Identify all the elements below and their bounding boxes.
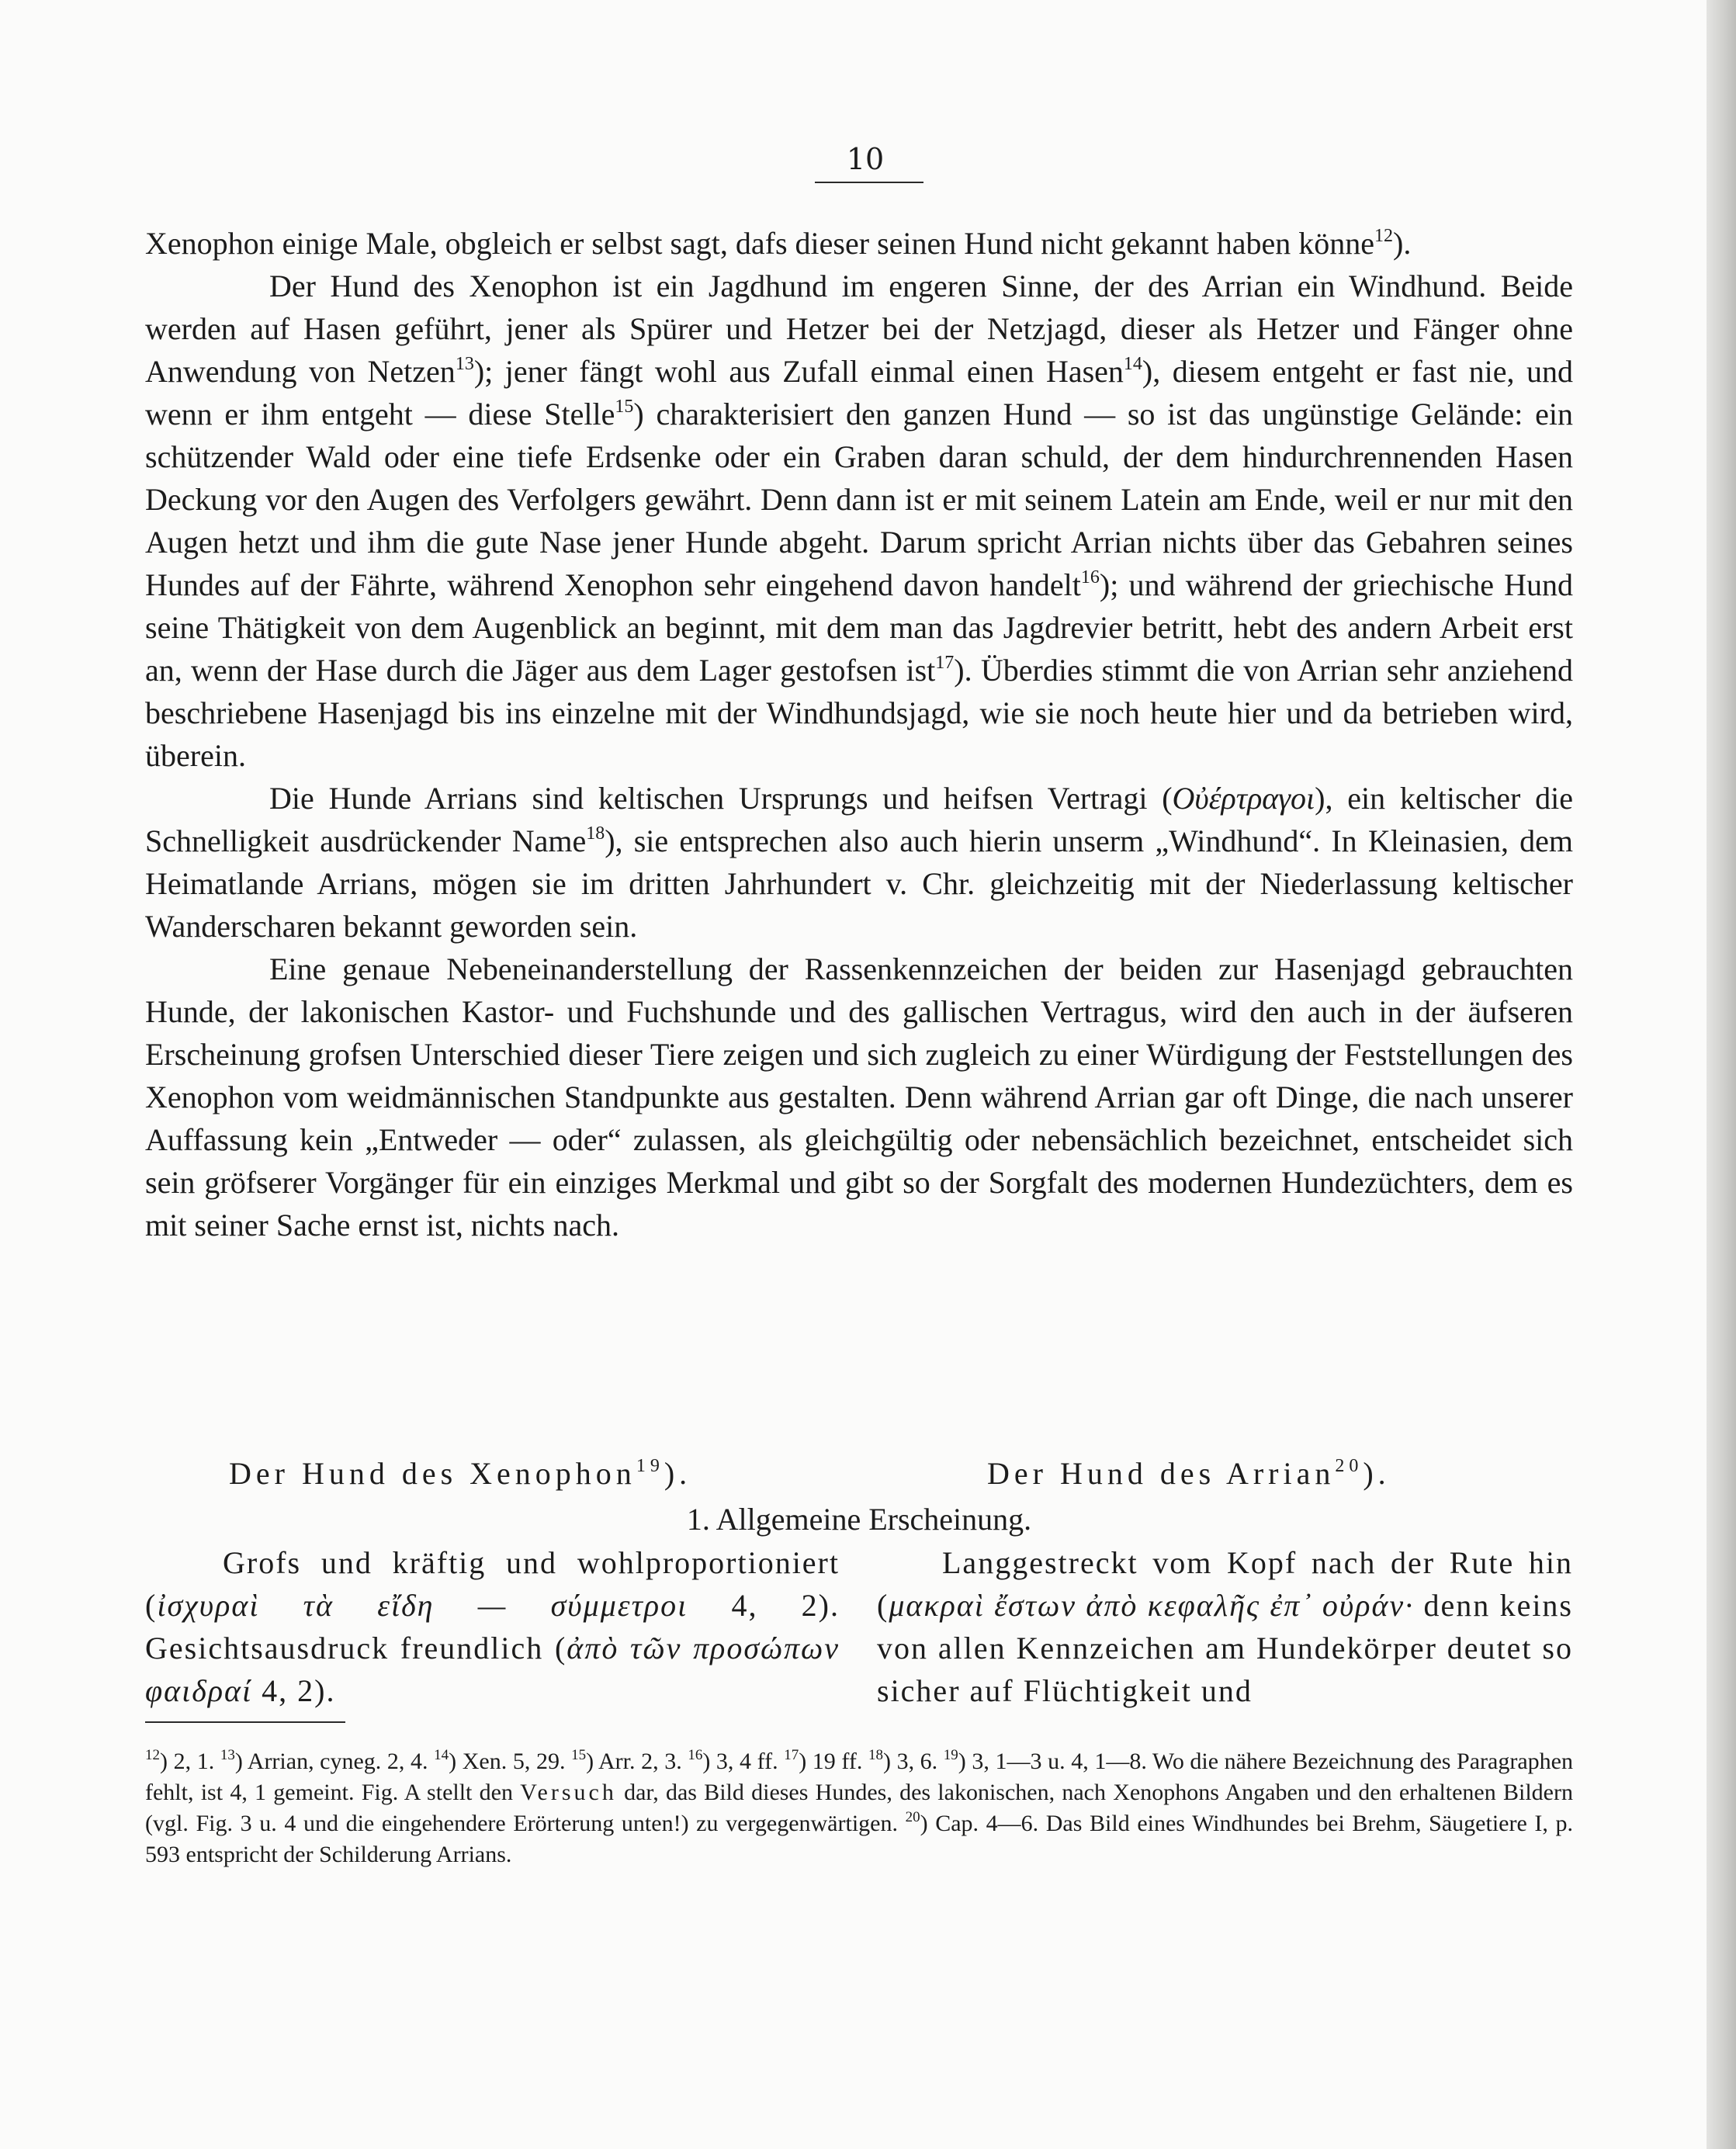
footnote-ref: 18 <box>586 823 605 844</box>
paragraph: Der Hund des Xenophon ist ein Jagdhund im engeren Sinne, der des Arrian ein Windhund. Beide werden auf Hasen geführt, jener als Spürer und Hetzer bei der Netzjagd, dieser als Hetzer und Fänger ohne Anwendung von Netzen$^{13}$); jener fängt wohl aus Zufall einmal einen Hasen$^{14}$), diesem entgeht er fast nie, und wenn er ihm entgeht — diese Stelle$^{15}$) charakterisiert den ganzen Hund — so ist das ungünstige Gelände: ein schützender Wald oder eine tiefe Erdsenke oder ein Graben daran schuld, der dem hindurchrennenden Hasen Deckung vor den Augen des Verfolgers gewährt. Denn dann ist er mit seinem Latein am Ende, weil er nur mit den Augen hetzt und ihm die gute Nase jener Hunde abgeht. Darum spricht Arrian nichts über das Gebahren seines Hundes auf der Fährte, während Xenophon sehr eingehend davon handelt$^{16}$); und während der griechische Hund seine Thätigkeit von dem Augenblick an beginnt, mit dem man das Jagdrevier betritt, hebt des andern Arbeit erst an, wenn der Hase durch die Jäger aus dem Lager gestofsen ist$^{17}$). Überdies stimmt die von Arrian sehr anziehend beschriebene Hasenjagd bis ins einzelne mit der Windhundsjagd, wie sie noch heute hier und da betrieben wird, überein. <box>145 269 1573 773</box>
footnote-ref: 13 <box>220 1747 235 1763</box>
paragraph: Xenophon einige Male, obgleich er selbst sagt, dafs dieser seinen Hund nicht gekannt haben könne$^{12}$). <box>145 226 1412 261</box>
right-heading-text: Der Hund des Arrian <box>987 1456 1336 1491</box>
footnote-ref: 20 <box>1335 1456 1364 1476</box>
footnote-ref: 14 <box>1123 354 1142 374</box>
footnote-ref: 12 <box>1374 226 1394 246</box>
body-text <box>145 222 1573 1246</box>
footnote-ref: 19 <box>943 1747 958 1763</box>
right-column-text: Langgestreckt vom Kopf nach der Rute hin (μακραὶ ἔστων ἀπὸ κεφαλῆς ἐπ᾽ οὐράν· denn keins von allen Kennzeichen am Hundekörper deutet so sicher auf Flüchtigkeit und <box>877 1545 1574 1708</box>
page-number-rule <box>815 182 923 183</box>
footnote-ref: 17 <box>784 1747 799 1763</box>
greek-quote: ἰσχυραὶ τὰ εἴδη — σύμμετροι <box>157 1588 688 1623</box>
footnote-ref: 18 <box>868 1747 883 1763</box>
footnote-ref: 17 <box>935 653 955 673</box>
footnote-ref: 12 <box>145 1747 160 1763</box>
footnote-rule <box>145 1721 345 1723</box>
left-column-heading: Der Hund des Xenophon$^{19}$). <box>229 1456 692 1491</box>
scan-edge-shadow <box>1707 0 1736 2149</box>
page-number: 10 <box>846 142 885 176</box>
section-heading: 1. Allgemeine Erscheinung. <box>686 1502 1032 1537</box>
greek-quote: ἀπὸ τῶν προσώπων φαιδραί <box>145 1631 840 1708</box>
column-headings <box>145 1455 1573 1499</box>
footnote-ref: 14 <box>434 1747 449 1763</box>
right-column-heading: Der Hund des Arrian$^{20}$). <box>987 1456 1391 1491</box>
footnote-ref: 19 <box>636 1456 664 1476</box>
footnote-ref: 15 <box>615 397 634 417</box>
footnote-ref: 16 <box>688 1747 703 1763</box>
paragraph: Eine genaue Nebeneinanderstellung der Rassenkennzeichen der beiden zur Hasenjagd gebrauchten Hunde, der lakonischen Kastor- und Fuchshunde und des gallischen Vertragus, wird den auch in der äufseren Erscheinung grofsen Unterschied dieser Tiere zeigen und sich zugleich zu einer Würdigung der Feststellungen des Xenophon vom weidmännischen Standpunkte aus gestalten. Denn während Arrian gar oft Dinge, die nach unserer Auffassung kein „Entweder — oder“ zulassen, als gleichgültig oder nebensächlich bezeichnet, entscheidet sich sein gröfserer Vorgänger für ein einziges Merkmal und gibt so der Sorgfalt des modernen Hundezüchters, dem es mit seiner Sache ernst ist, nichts nach. <box>145 951 1573 1243</box>
left-column-text: Grofs und kräftig und wohlproportioniert (ἰσχυραὶ τὰ εἴδη — σύμμετροι 4, 2). Gesichtsausdruck freundlich (ἀπὸ τῶν προσώπων φαιδραί 4, 2). <box>145 1545 840 1708</box>
paragraph: Die Hunde Arrians sind keltischen Ursprungs und heifsen Vertragi (Οὐέρτραγοι), ein keltischer die Schnelligkeit ausdrückender Name$^{18}$), sie entsprechen also auch hierin unserm „Windhund“. In Kleinasien, dem Heimatlande Arrians, mögen sie im dritten Jahrhundert v. Chr. gleichzeitig mit der Niederlassung keltischer Wanderscharen bekannt geworden sein. <box>145 781 1574 944</box>
footnote-ref: 15 <box>571 1747 587 1763</box>
greek-quote: μακραὶ ἔστων ἀπὸ κεφαλῆς ἐπ᾽ οὐράν· <box>889 1588 1415 1623</box>
greek-quote: Οὐέρτραγοι <box>1172 781 1315 816</box>
footnote-ref: 13 <box>455 354 474 374</box>
left-heading-text: Der Hund des Xenophon <box>229 1456 636 1491</box>
emphasis-spaced: Versuch <box>520 1780 617 1805</box>
footnote-ref: 16 <box>1080 567 1100 588</box>
footnotes: $^{12}$) 2, 1. $^{13}$) Arrian, cyneg. 2, 4. $^{14}$) Xen. 5, 29. $^{15}$) Arr. 2, 3. $^{16}$) 3, 4 ff. $^{17}$) 19 ff. $^{18}$) 3, 6. $^{19}$) 3, 1—3 u. 4, 1—8. Wo die nähere Bezeichnung des Paragraphen fehlt, ist 4, 1 gemeint. Fig. A stellt den Versuch dar, das Bild dieses Hundes, des lakonischen, nach Xenophons Angaben und den erhaltenen Bildern (vgl. Fig. 3 u. 4 und die eingehendere Erörterung unten!) zu vergegenwärtigen. $^{20}$) Cap. 4—6. Das Bild eines Windhundes bei Brehm, Säugetiere I, p. 593 entspricht der Schilderung Arrians. <box>145 1747 1574 1867</box>
footnote-ref: 20 <box>905 1809 920 1825</box>
